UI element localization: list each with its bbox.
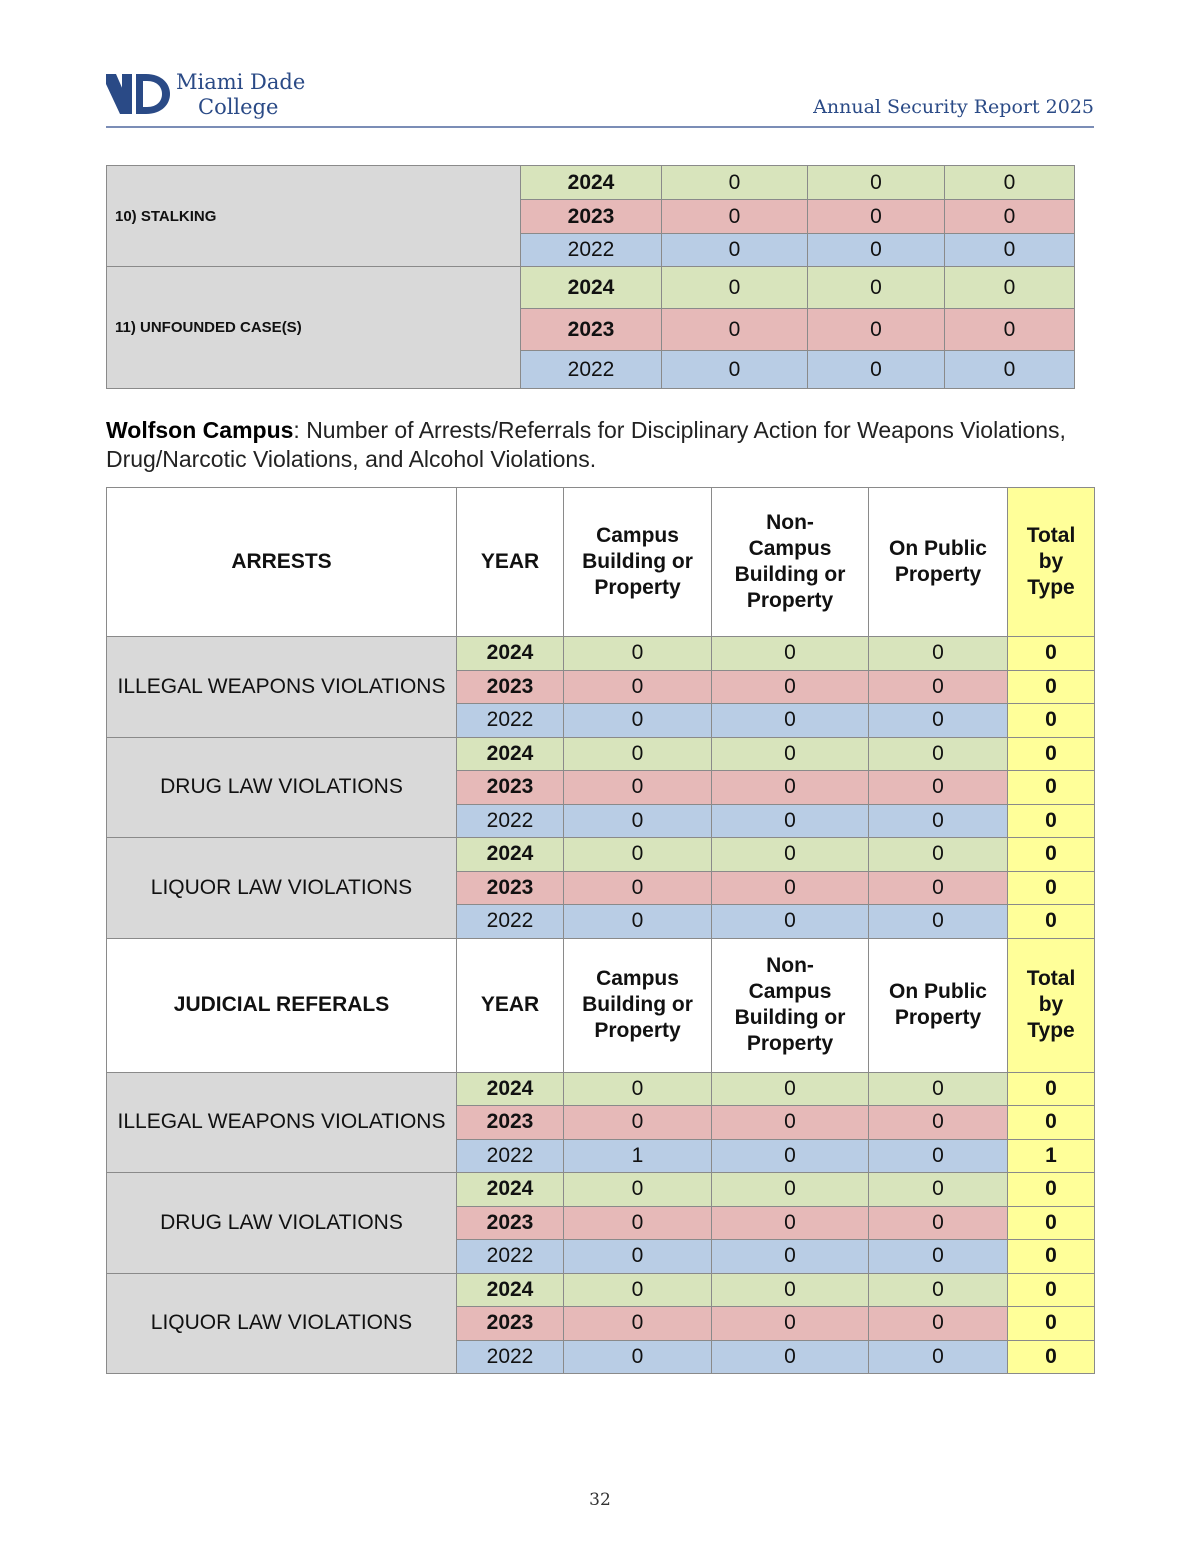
campus-name: Wolfson Campus xyxy=(106,417,294,443)
caption-text: : Number of Arrests/Referrals for Disciplinary Action for Weapons Violations, Drug/Narcotic Violations, and Alcohol Violations. xyxy=(106,417,1066,472)
year-cell: 2024 xyxy=(457,637,564,671)
value-cell: 0 xyxy=(869,670,1008,704)
campus-building-header: Campus Building or Property xyxy=(564,488,712,637)
value-cell: 0 xyxy=(712,871,869,905)
value-cell: 0 xyxy=(712,1240,869,1274)
value-cell: 0 xyxy=(945,267,1075,309)
total-cell: 0 xyxy=(1008,1206,1095,1240)
value-cell: 0 xyxy=(712,804,869,838)
total-cell: 0 xyxy=(1008,804,1095,838)
value-cell: 0 xyxy=(712,1106,869,1140)
value-cell: 0 xyxy=(808,200,945,234)
value-cell: 0 xyxy=(869,1273,1008,1307)
value-cell: 0 xyxy=(712,737,869,771)
year-cell: 2024 xyxy=(457,1173,564,1207)
violation-category: ILLEGAL WEAPONS VIOLATIONS xyxy=(107,637,457,738)
value-cell: 0 xyxy=(869,1240,1008,1274)
value-cell: 0 xyxy=(945,200,1075,234)
value-cell: 0 xyxy=(662,166,808,200)
violation-category: LIQUOR LAW VIOLATIONS xyxy=(107,838,457,939)
year-cell: 2022 xyxy=(457,905,564,939)
value-cell: 0 xyxy=(662,309,808,351)
total-cell: 0 xyxy=(1008,1240,1095,1274)
page-number: 32 xyxy=(589,1490,611,1510)
year-cell: 2024 xyxy=(521,267,662,309)
value-cell: 0 xyxy=(712,1139,869,1173)
value-cell: 0 xyxy=(869,1206,1008,1240)
value-cell: 0 xyxy=(869,771,1008,805)
total-cell: 0 xyxy=(1008,704,1095,738)
non-campus-building-header: Non-Campus Building or Property xyxy=(712,938,869,1072)
value-cell: 0 xyxy=(564,1173,712,1207)
public-property-header: On Public Property xyxy=(869,938,1008,1072)
total-cell: 0 xyxy=(1008,1106,1095,1140)
year-cell: 2024 xyxy=(457,1273,564,1307)
violation-category: DRUG LAW VIOLATIONS xyxy=(107,737,457,838)
total-cell: 0 xyxy=(1008,771,1095,805)
year-header: YEAR xyxy=(457,488,564,637)
value-cell: 0 xyxy=(564,804,712,838)
table-row xyxy=(107,1273,1095,1307)
value-cell: 0 xyxy=(564,771,712,805)
value-cell: 0 xyxy=(564,1072,712,1106)
total-cell: 0 xyxy=(1008,905,1095,939)
total-by-type-header: Total by Type xyxy=(1008,938,1095,1072)
year-cell: 2023 xyxy=(457,670,564,704)
row-label: 10) STALKING xyxy=(107,166,521,267)
section-title: ARRESTS xyxy=(107,488,457,637)
value-cell: 0 xyxy=(564,905,712,939)
value-cell: 0 xyxy=(869,838,1008,872)
value-cell: 0 xyxy=(869,1072,1008,1106)
value-cell: 0 xyxy=(945,351,1075,389)
value-cell: 0 xyxy=(564,1273,712,1307)
year-cell: 2023 xyxy=(521,200,662,234)
total-cell: 0 xyxy=(1008,670,1095,704)
value-cell: 0 xyxy=(712,1340,869,1374)
non-campus-building-header: Non-Campus Building or Property xyxy=(712,488,869,637)
value-cell: 0 xyxy=(945,166,1075,200)
college-logo xyxy=(106,70,316,120)
value-cell: 0 xyxy=(869,1173,1008,1207)
year-cell: 2023 xyxy=(457,871,564,905)
value-cell: 0 xyxy=(662,351,808,389)
value-cell: 0 xyxy=(808,309,945,351)
value-cell: 0 xyxy=(712,838,869,872)
value-cell: 0 xyxy=(869,1106,1008,1140)
year-cell: 2022 xyxy=(521,234,662,267)
value-cell: 0 xyxy=(564,1340,712,1374)
value-cell: 0 xyxy=(869,1139,1008,1173)
value-cell: 0 xyxy=(712,1072,869,1106)
value-cell: 0 xyxy=(662,267,808,309)
year-header: YEAR xyxy=(457,938,564,1072)
year-cell: 2022 xyxy=(457,1340,564,1374)
table-header-row xyxy=(107,938,1095,1072)
public-property-header: On Public Property xyxy=(869,488,1008,637)
total-cell: 0 xyxy=(1008,637,1095,671)
value-cell: 0 xyxy=(869,637,1008,671)
value-cell: 0 xyxy=(869,905,1008,939)
value-cell: 0 xyxy=(712,637,869,671)
value-cell: 0 xyxy=(564,637,712,671)
logo-line-2: College xyxy=(198,95,279,119)
total-cell: 0 xyxy=(1008,871,1095,905)
year-cell: 2022 xyxy=(521,351,662,389)
crime-statistics-table xyxy=(106,165,1075,389)
value-cell: 0 xyxy=(808,234,945,267)
value-cell: 0 xyxy=(564,737,712,771)
year-cell: 2024 xyxy=(457,1072,564,1106)
value-cell: 0 xyxy=(869,804,1008,838)
violation-category: LIQUOR LAW VIOLATIONS xyxy=(107,1273,457,1374)
year-cell: 2023 xyxy=(457,1307,564,1341)
year-cell: 2022 xyxy=(457,1139,564,1173)
value-cell: 0 xyxy=(564,1240,712,1274)
value-cell: 0 xyxy=(712,670,869,704)
total-cell: 0 xyxy=(1008,1340,1095,1374)
table-caption xyxy=(106,416,1096,474)
year-cell: 2023 xyxy=(457,1106,564,1140)
value-cell: 0 xyxy=(662,200,808,234)
table-row xyxy=(107,838,1095,872)
violation-category: DRUG LAW VIOLATIONS xyxy=(107,1173,457,1274)
value-cell: 0 xyxy=(712,771,869,805)
value-cell: 0 xyxy=(662,234,808,267)
total-by-type-header: Total by Type xyxy=(1008,488,1095,637)
value-cell: 0 xyxy=(564,670,712,704)
value-cell: 0 xyxy=(712,905,869,939)
logo-line-1: Miami Dade xyxy=(176,70,306,94)
logo-wordmark xyxy=(176,70,305,120)
total-cell: 0 xyxy=(1008,838,1095,872)
year-cell: 2022 xyxy=(457,804,564,838)
year-cell: 2022 xyxy=(457,704,564,738)
year-cell: 2023 xyxy=(457,771,564,805)
row-label: 11) UNFOUNDED CASE(S) xyxy=(107,267,521,389)
table-row xyxy=(107,166,1075,200)
value-cell: 1 xyxy=(564,1139,712,1173)
total-cell: 1 xyxy=(1008,1139,1095,1173)
table-row xyxy=(107,1173,1095,1207)
header-divider xyxy=(106,126,1094,128)
violation-category: ILLEGAL WEAPONS VIOLATIONS xyxy=(107,1072,457,1173)
value-cell: 0 xyxy=(712,704,869,738)
value-cell: 0 xyxy=(712,1173,869,1207)
arrests-referrals-table xyxy=(106,487,1095,1374)
value-cell: 0 xyxy=(945,309,1075,351)
value-cell: 0 xyxy=(808,351,945,389)
value-cell: 0 xyxy=(945,234,1075,267)
mdc-logo-icon xyxy=(106,72,170,116)
value-cell: 0 xyxy=(564,1206,712,1240)
table-row xyxy=(107,267,1075,309)
value-cell: 0 xyxy=(564,1307,712,1341)
year-cell: 2023 xyxy=(457,1206,564,1240)
section-title: JUDICIAL REFERALS xyxy=(107,938,457,1072)
year-cell: 2024 xyxy=(457,838,564,872)
value-cell: 0 xyxy=(712,1307,869,1341)
year-cell: 2022 xyxy=(457,1240,564,1274)
report-title: Annual Security Report 2025 xyxy=(813,96,1094,118)
campus-building-header: Campus Building or Property xyxy=(564,938,712,1072)
value-cell: 0 xyxy=(712,1206,869,1240)
total-cell: 0 xyxy=(1008,1173,1095,1207)
value-cell: 0 xyxy=(808,267,945,309)
year-cell: 2024 xyxy=(457,737,564,771)
table-row xyxy=(107,737,1095,771)
total-cell: 0 xyxy=(1008,1072,1095,1106)
value-cell: 0 xyxy=(869,704,1008,738)
year-cell: 2023 xyxy=(521,309,662,351)
total-cell: 0 xyxy=(1008,1273,1095,1307)
year-cell: 2024 xyxy=(521,166,662,200)
table-row xyxy=(107,637,1095,671)
value-cell: 0 xyxy=(564,1106,712,1140)
total-cell: 0 xyxy=(1008,737,1095,771)
table-header-row xyxy=(107,488,1095,637)
value-cell: 0 xyxy=(564,704,712,738)
value-cell: 0 xyxy=(808,166,945,200)
value-cell: 0 xyxy=(869,871,1008,905)
total-cell: 0 xyxy=(1008,1307,1095,1341)
value-cell: 0 xyxy=(712,1273,869,1307)
value-cell: 0 xyxy=(869,737,1008,771)
value-cell: 0 xyxy=(869,1340,1008,1374)
value-cell: 0 xyxy=(564,838,712,872)
table-row xyxy=(107,1072,1095,1106)
value-cell: 0 xyxy=(869,1307,1008,1341)
value-cell: 0 xyxy=(564,871,712,905)
